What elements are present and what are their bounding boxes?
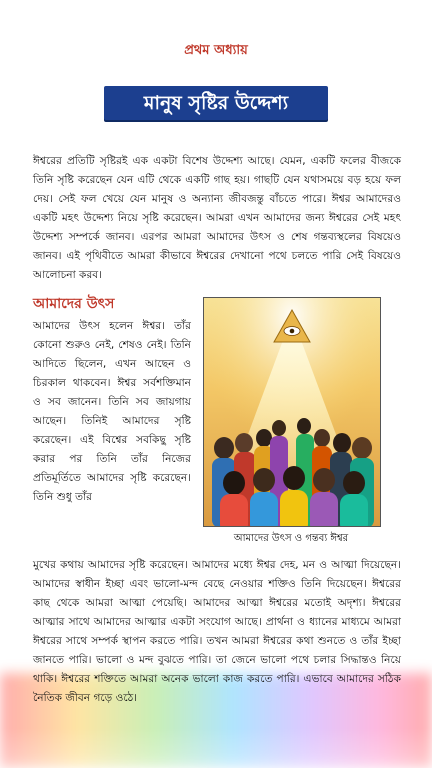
- origin-paragraph-side: আমাদের উৎস হলেন ঈশ্বর। তাঁর কোনো শুরুও নেই, শেষও নেই। তিনি আদিতে ছিলেন, এখন আছেন ও চিরকাল থাকবেন। ঈশ্বর সর্বশক্তিমান ও সব জানেন। তিনি সব জায়গায় আছেন। তিনিই আমাদের সৃষ্টি করেছেন। এই বিশ্বের সবকিছু সৃষ্টি করার পর তিনি তাঁর নিজের প্রতিমূর্তিতে আমাদের সৃষ্টি করেছেন। তিনি শুধু তাঁর: [33, 320, 191, 503]
- decorative-bottom-fade: [0, 728, 432, 768]
- crowd-under-eye-illustration: [204, 298, 380, 526]
- section-heading: আমাদের উৎস: [33, 296, 115, 312]
- illustration-image: [203, 297, 381, 527]
- chapter-title: মানুষ সৃষ্টির উদ্দেশ্য: [104, 86, 328, 120]
- chapter-label: প্রথম অধ্যায়: [184, 43, 248, 58]
- illustration-caption: আমাদের উৎস ও গন্তব্য ঈশ্বর: [233, 533, 349, 544]
- intro-paragraph: ঈশ্বরের প্রতিটি সৃষ্টিরই এক একটা বিশেষ উদ্দেশ্য আছে। যেমন, একটি ফলের বীজকে তিনি সৃষ্টি করেছেন যেন এটি থেকে একটি গাছ হয়। গাছটি যেন যথাসময়ে বড় হয়ে ফল দেয়। সেই ফল খেয়ে যেন মানুষ ও অন্যান্য জীবজন্তু বাঁচতে পারে। ঈশ্বর আমাদেরও একটি মহৎ উদ্দেশ্য নিয়ে সৃষ্টি করেছেন। আমরা এখন আমাদের জন্য ঈশ্বরের সেই মহৎ উদ্দেশ্য সম্পর্কে জানব। এরপর আমরা আমাদের উৎস ও শেষ গন্তব্যস্থলের বিষয়েও জানব। এই পৃথিবীতে আমরা কীভাবে ঈশ্বরের দেখানো পথে চলতে পারি সেই বিষয়েও আলোচনা করব।: [33, 155, 401, 281]
- origin-paragraph-full: মুখের কথায় আমাদের সৃষ্টি করেছেন। আমাদের মধ্যে ঈশ্বর দেহ, মন ও আত্মা দিয়েছেন। আমাদের স্বাধীন ইচ্ছা এবং ভালো-মন্দ বেছে নেওয়ার শক্তিও তিনি দিয়েছেন। ঈশ্বরের কাছ থেকে আমরা আত্মা পেয়েছি। আমাদের আত্মা ঈশ্বরের মতোই অদৃশ্য। ঈশ্বরের আত্মার সাথে আমাদের আত্মার একটা সংযোগ আছে। প্রার্থনা ও ধ্যানের মাধ্যমে আমরা ঈশ্বরের সাথে সম্পর্ক স্থাপন করতে পারি। তখন আমরা ঈশ্বরের কথা শুনতে ও তাঁর ইচ্ছা জানতে পারি। ভালো ও মন্দ বুঝতে পারি। তা জেনে ভালো পথে চলার সিদ্ধান্তও নিয়ে থাকি। ঈশ্বরের শক্তিতে আমরা অনেক ভালো কাজ করতে পারি। এভাবে আমাদের সঠিক নৈতিক জীবন গড়ে ওঠে।: [33, 559, 401, 704]
